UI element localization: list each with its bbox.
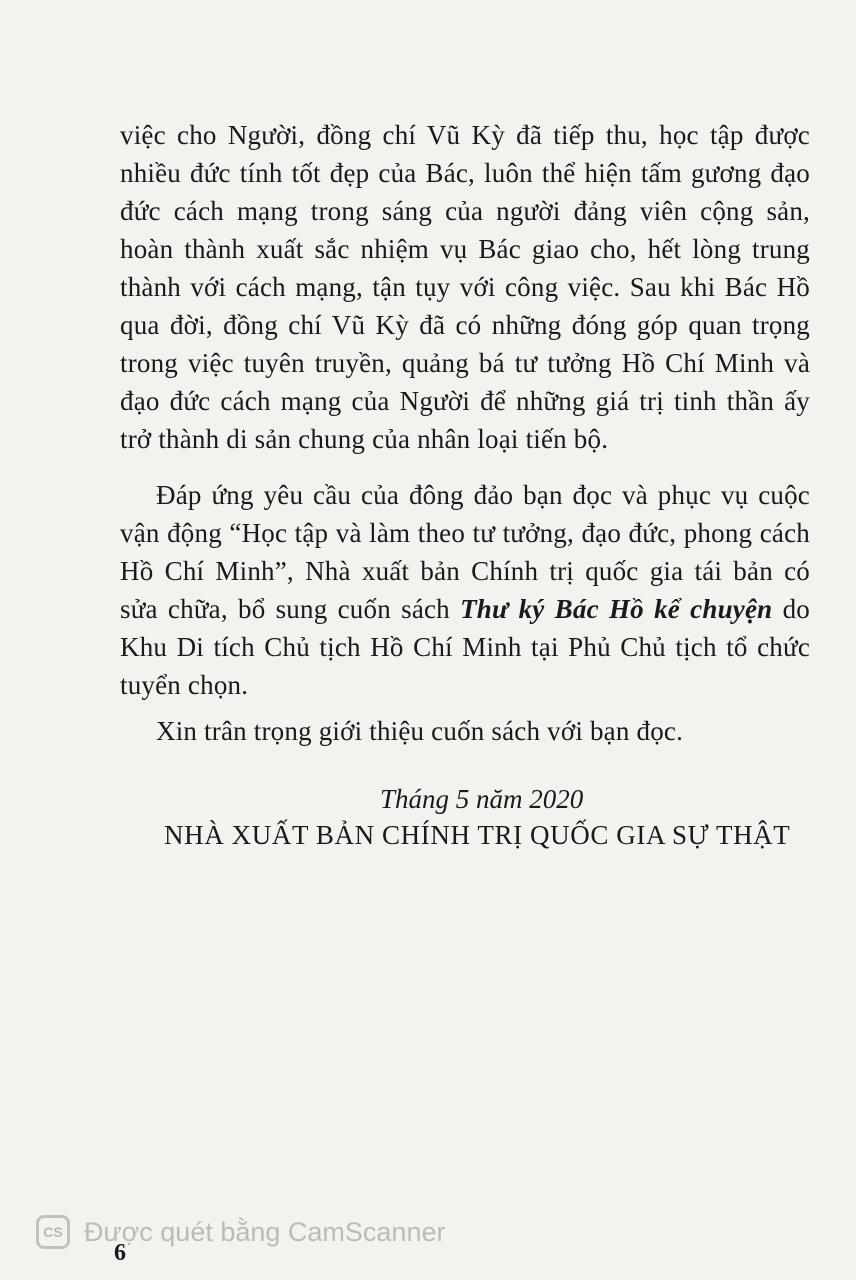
paragraph-1-line-1: việc cho Người, đồng chí Vũ Kỳ đã tiếp thu, học tập được xyxy=(120,120,810,150)
paragraph-1-line-8: đạo đức cách mạng của Người để những giá trị tinh thần ấy xyxy=(120,386,810,416)
publisher-name: NHÀ XUẤT BẢN CHÍNH TRỊ QUỐC GIA SỰ THẬT xyxy=(164,820,791,850)
paragraph-2-line-5: Khu Di tích Chủ tịch Hồ Chí Minh tại Phủ Chủ tịch tổ chức xyxy=(120,632,810,662)
watermark-text: Được quét bằng CamScanner xyxy=(84,1216,446,1247)
camscanner-logo-icon: CS xyxy=(36,1215,70,1249)
paragraph-2-line-2: vận động “Học tập và làm theo tư tưởng, đạo đức, phong cách xyxy=(120,518,810,548)
paragraph-1-line-5: thành với cách mạng, tận tụy với công việc. Sau khi Bác Hồ xyxy=(120,272,810,302)
paragraph-1-line-7: trong việc tuyên truyền, quảng bá tư tưởng Hồ Chí Minh và xyxy=(120,348,810,378)
paragraph-3: Xin trân trọng giới thiệu cuốn sách với bạn đọc. xyxy=(156,716,684,746)
line-text: do xyxy=(772,594,810,624)
paragraph-1-line-9: trở thành di sản chung của nhân loại tiến bộ. xyxy=(120,424,609,454)
paragraph-1-line-3: đức cách mạng trong sáng của người đảng viên cộng sản, xyxy=(120,196,810,226)
book-title: Thư ký Bác Hồ kể chuyện xyxy=(460,594,773,624)
paragraph-1-line-4: hoàn thành xuất sắc nhiệm vụ Bác giao cho, hết lòng trung xyxy=(120,234,810,264)
page-number: 6 xyxy=(114,1240,126,1266)
paragraph-2-line-4 xyxy=(120,590,810,628)
paragraph-2-line-3: Hồ Chí Minh”, Nhà xuất bản Chính trị quốc gia tái bản có xyxy=(120,556,810,586)
paragraph-1-line-6: qua đời, đồng chí Vũ Kỳ đã có những đóng góp quan trọng xyxy=(120,310,810,340)
publication-date: Tháng 5 năm 2020 xyxy=(380,784,584,814)
camscanner-watermark xyxy=(36,1212,445,1252)
paragraph-2-line-1: Đáp ứng yêu cầu của đông đảo bạn đọc và phục vụ cuộc xyxy=(156,480,810,510)
line-text: sửa chữa, bổ sung cuốn sách xyxy=(120,594,461,624)
paragraph-2-line-6: tuyển chọn. xyxy=(120,670,249,700)
paragraph-1-line-2: nhiều đức tính tốt đẹp của Bác, luôn thể hiện tấm gương đạo xyxy=(120,158,810,188)
